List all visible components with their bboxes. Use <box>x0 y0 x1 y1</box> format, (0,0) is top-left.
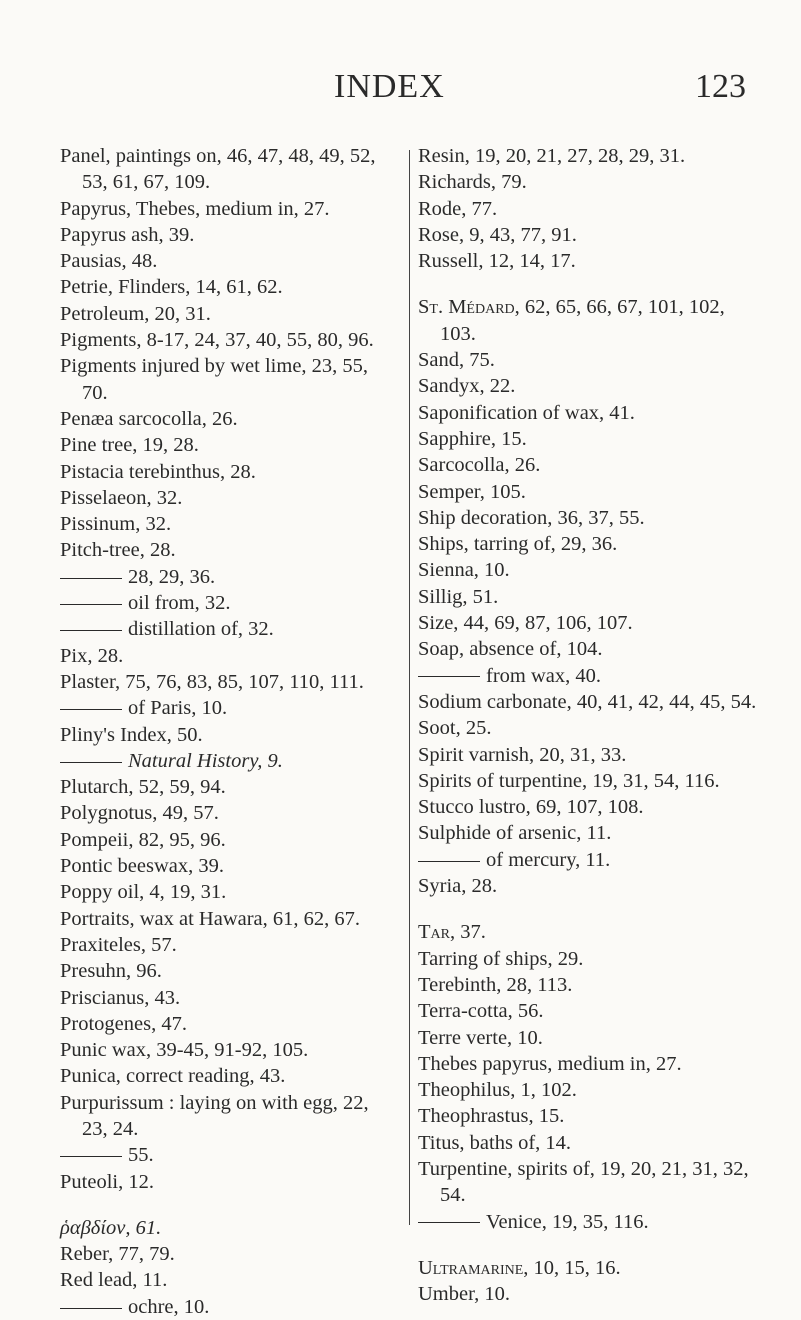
index-entry: ῥαβδίον, 61. <box>60 1216 162 1239</box>
index-entry: Russell, 12, 14, 17. <box>418 250 576 273</box>
index-entry: Ship decoration, 36, 37, 55. <box>418 506 645 529</box>
index-entry: Theophilus, 1, 102. <box>418 1079 577 1102</box>
index-entry: Semper, 105. <box>418 480 526 503</box>
index-entry: Pix, 28. <box>60 644 124 667</box>
page-header <box>0 68 801 108</box>
index-entry: Pigments injured by wet lime, 23, 55, 70. <box>60 355 369 404</box>
index-entry: Size, 44, 69, 87, 106, 107. <box>418 612 633 635</box>
index-entry: Soot, 25. <box>418 717 492 740</box>
index-entry: Syria, 28. <box>418 875 498 898</box>
index-subentry: of mercury, 11. <box>418 847 763 873</box>
index-entry: Pisselaeon, 32. <box>60 486 183 509</box>
index-entry: Ultramarine, 10, 15, 16. <box>418 1256 621 1279</box>
ditto-dash <box>60 1308 122 1309</box>
index-entry: Punic wax, 39-45, 91-92, 105. <box>60 1039 309 1062</box>
index-entry: Pausias, 48. <box>60 250 158 273</box>
index-entry: Pissinum, 32. <box>60 513 172 536</box>
index-entry: Pitch-tree, 28. <box>60 539 176 562</box>
index-entry: Petrie, Flinders, 14, 61, 62. <box>60 276 283 299</box>
index-entry: Panel, paintings on, 46, 47, 48, 49, 52, 53, 61, 67, 109. <box>60 145 376 194</box>
index-entry: Thebes papyrus, medium in, 27. <box>418 1052 682 1075</box>
index-entry: Sand, 75. <box>418 349 495 372</box>
index-entry: Sapphire, 15. <box>418 427 527 450</box>
ditto-dash <box>60 604 122 605</box>
ditto-dash <box>60 709 122 710</box>
index-entry: Sarcocolla, 26. <box>418 454 541 477</box>
ditto-dash <box>418 861 480 862</box>
index-entry: Presuhn, 96. <box>60 960 162 983</box>
letter-gap <box>418 1235 763 1255</box>
index-entry: Polygnotus, 49, 57. <box>60 802 219 825</box>
index-subentry: Venice, 19, 35, 116. <box>418 1209 763 1235</box>
index-entry: Sulphide of arsenic, 11. <box>418 822 612 845</box>
column-divider <box>409 150 410 1225</box>
page-number: 123 <box>695 68 746 105</box>
index-subentry: distillation of, 32. <box>60 616 398 642</box>
index-entry: Sodium carbonate, 40, 41, 42, 44, 45, 54. <box>418 690 757 713</box>
index-subentry: oil from, 32. <box>60 590 398 616</box>
index-column-left <box>60 143 398 1320</box>
index-entry: Pine tree, 19, 28. <box>60 434 199 457</box>
index-entry: Titus, baths of, 14. <box>418 1131 572 1154</box>
index-entry: Protogenes, 47. <box>60 1012 187 1035</box>
ditto-dash <box>60 1156 122 1157</box>
index-entry: Priscianus, 43. <box>60 986 181 1009</box>
index-subentry: ochre, 10. <box>60 1294 398 1320</box>
index-entry: Pigments, 8-17, 24, 37, 40, 55, 80, 96. <box>60 329 374 352</box>
index-entry: Spirit varnish, 20, 31, 33. <box>418 743 627 766</box>
index-entry: Pliny's Index, 50. <box>60 723 203 746</box>
index-entry: Pistacia terebinthus, 28. <box>60 460 256 483</box>
index-entry: Turpentine, spirits of, 19, 20, 21, 31, 32, 54. <box>418 1157 749 1207</box>
index-subentry: of Paris, 10. <box>60 695 398 721</box>
index-entry: Sillig, 51. <box>418 585 499 608</box>
index-entry: Ships, tarring of, 29, 36. <box>418 533 618 556</box>
index-entry: Umber, 10. <box>418 1283 510 1306</box>
running-title: INDEX <box>334 68 445 105</box>
letter-gap <box>418 899 763 919</box>
index-entry: Penæa sarcocolla, 26. <box>60 407 238 430</box>
index-entry: Papyrus ash, 39. <box>60 223 195 246</box>
index-entry: Terebinth, 28, 113. <box>418 973 573 996</box>
index-entry: Rode, 77. <box>418 197 498 220</box>
index-subentry: from wax, 40. <box>418 663 763 689</box>
index-subentry: 55. <box>60 1142 398 1168</box>
index-entry: Plutarch, 52, 59, 94. <box>60 776 226 799</box>
index-column-right <box>418 143 763 1307</box>
index-entry: Sandyx, 22. <box>418 375 516 398</box>
index-entry: Sienna, 10. <box>418 559 510 582</box>
index-entry: Soap, absence of, 104. <box>418 638 603 661</box>
index-entry: Poppy oil, 4, 19, 31. <box>60 881 227 904</box>
index-entry: Red lead, 11. <box>60 1269 168 1292</box>
letter-gap <box>60 1195 398 1215</box>
index-entry: Petroleum, 20, 31. <box>60 302 211 325</box>
index-entry: Terra-cotta, 56. <box>418 1000 544 1023</box>
index-entry: Puteoli, 12. <box>60 1170 154 1193</box>
ditto-dash <box>60 578 122 579</box>
index-entry: Plaster, 75, 76, 83, 85, 107, 110, 111. <box>60 670 364 693</box>
index-entry: Terre verte, 10. <box>418 1026 543 1049</box>
index-entry: St. Médard, 62, 65, 66, 67, 101, 102, 103. <box>418 296 725 345</box>
index-entry: Reber, 77, 79. <box>60 1243 175 1266</box>
index-entry: Resin, 19, 20, 21, 27, 28, 29, 31. <box>418 145 686 167</box>
index-subentry: 28, 29, 36. <box>60 564 398 590</box>
index-entry: Richards, 79. <box>418 171 527 194</box>
ditto-dash <box>60 762 122 763</box>
index-entry: Tarring of ships, 29. <box>418 947 584 970</box>
letter-gap <box>418 274 763 294</box>
index-entry: Papyrus, Thebes, medium in, 27. <box>60 197 330 220</box>
index-entry: Punica, correct reading, 43. <box>60 1065 286 1088</box>
index-entry: Stucco lustro, 69, 107, 108. <box>418 796 644 819</box>
index-entry: Saponification of wax, 41. <box>418 401 635 424</box>
index-entry: Spirits of turpentine, 19, 31, 54, 116. <box>418 769 720 792</box>
index-entry: Pompeii, 82, 95, 96. <box>60 828 226 851</box>
index-entry: Praxiteles, 57. <box>60 933 177 956</box>
index-entry: Theophrastus, 15. <box>418 1105 565 1128</box>
index-entry: Tar, 37. <box>418 921 486 944</box>
ditto-dash <box>418 676 480 677</box>
ditto-dash <box>418 1222 480 1223</box>
index-entry: Pontic beeswax, 39. <box>60 855 224 878</box>
ditto-dash <box>60 630 122 631</box>
index-subentry: Natural History, 9. <box>60 748 398 774</box>
index-entry: Portraits, wax at Hawara, 61, 62, 67. <box>60 907 361 930</box>
index-entry: Rose, 9, 43, 77, 91. <box>418 223 577 246</box>
index-entry: Purpurissum : laying on with egg, 22, 23, 24. <box>60 1091 369 1140</box>
